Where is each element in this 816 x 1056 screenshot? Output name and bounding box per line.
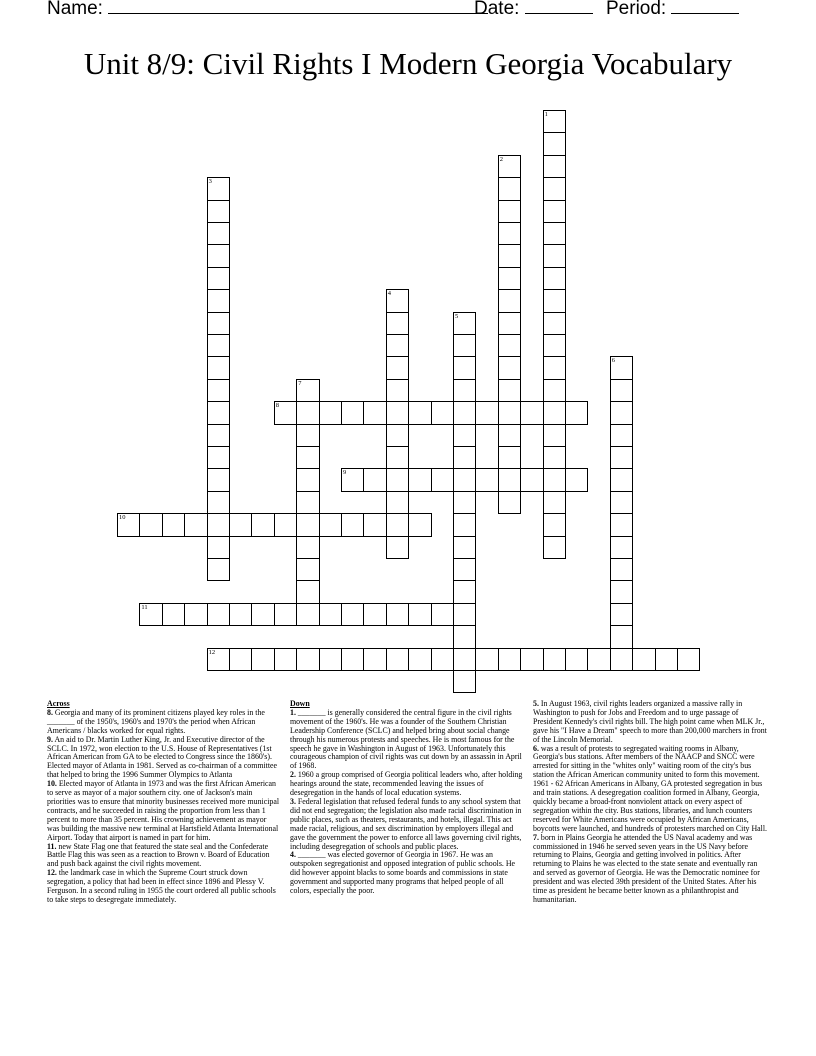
grid-cell[interactable] xyxy=(543,132,566,155)
grid-cell[interactable] xyxy=(610,401,633,424)
grid-cell[interactable] xyxy=(498,200,521,223)
grid-cell[interactable] xyxy=(453,424,476,447)
grid-cell[interactable] xyxy=(117,513,140,536)
grid-cell[interactable] xyxy=(543,110,566,133)
grid-cell[interactable] xyxy=(296,648,319,671)
clue-number-label: 1. xyxy=(290,707,296,717)
grid-cell[interactable] xyxy=(207,648,230,671)
grid-cell[interactable] xyxy=(386,424,409,447)
clue-item xyxy=(47,843,280,870)
clue-text: was a result of protests to segregated waiting rooms in Albany, Georgia's bus stations. After members of the NAACP and SNCC were arrested for sitting in the "whites only" waiting room of the city's bus station the African American community united to form this movement. 1961 - 62 African Americans in Albany, GA protested segregation in bus and train stations. A desegregation coalition formed in Albany, Georgia, quickly became a broad-front nonviolent attack on every aspect of segregation within the city. Bus stations, libraries, and lunch counters reserved for White Americans were occupied by African Americans, boycotts were launched, and hundreds of protesters marched on City Hall. xyxy=(533,743,768,833)
grid-cell[interactable] xyxy=(610,513,633,536)
grid-cell[interactable] xyxy=(319,648,342,671)
clue-number-label: 3. xyxy=(290,796,296,806)
grid-cell[interactable] xyxy=(207,177,230,200)
grid-cell[interactable] xyxy=(296,513,319,536)
grid-cell[interactable] xyxy=(229,513,252,536)
grid-cell[interactable] xyxy=(319,603,342,626)
grid-cell[interactable] xyxy=(543,424,566,447)
grid-cell[interactable] xyxy=(610,558,633,581)
grid-cell[interactable] xyxy=(520,468,543,491)
grid-cell[interactable] xyxy=(386,289,409,312)
grid-cell[interactable] xyxy=(207,558,230,581)
grid-cell[interactable] xyxy=(386,401,409,424)
grid-cell[interactable] xyxy=(453,312,476,335)
grid-cell[interactable] xyxy=(498,491,521,514)
grid-cell[interactable] xyxy=(207,446,230,469)
grid-cell[interactable] xyxy=(475,401,498,424)
clue-text: Georgia and many of its prominent citizens played key roles in the _______ of the 1950's, 1960's and 1970's the period when African Americans / blacks worked for equal rights. xyxy=(47,707,265,735)
grid-cell[interactable] xyxy=(543,401,566,424)
grid-cell[interactable] xyxy=(498,648,521,671)
clue-number: 11 xyxy=(141,603,148,611)
grid-cell[interactable] xyxy=(498,177,521,200)
grid-cell[interactable] xyxy=(431,468,454,491)
grid-cell[interactable] xyxy=(453,513,476,536)
clue-item xyxy=(533,834,769,905)
clue-item xyxy=(533,700,769,745)
grid-cell[interactable] xyxy=(610,424,633,447)
grid-cell[interactable] xyxy=(408,401,431,424)
grid-cell[interactable] xyxy=(543,648,566,671)
grid-cell[interactable] xyxy=(543,446,566,469)
grid-cell[interactable] xyxy=(386,468,409,491)
grid-cell[interactable] xyxy=(207,312,230,335)
down-clues-col1 xyxy=(290,700,524,896)
grid-cell[interactable] xyxy=(296,558,319,581)
grid-cell[interactable] xyxy=(296,401,319,424)
clue-text: Elected mayor of Atlanta in 1973 and was the first African American to serve as mayor of a major southern city. one of Jackson's main priorities was to ensure that minority businesses received more municipal contracts, and he succeeded in raising the proportion from less than 1 percent to more than 35 percent. His crowning achievement as mayor was building the massive new terminal at Hartsfield Atlanta International Airport. Today that airport is named in part for him. xyxy=(47,779,280,842)
grid-cell[interactable] xyxy=(565,468,588,491)
grid-cell[interactable] xyxy=(341,401,364,424)
grid-cell[interactable] xyxy=(408,513,431,536)
grid-cell[interactable] xyxy=(386,446,409,469)
grid-cell[interactable] xyxy=(543,267,566,290)
grid-cell[interactable] xyxy=(453,670,476,693)
grid-cell[interactable] xyxy=(408,603,431,626)
across-heading: Across xyxy=(47,699,70,708)
grid-cell[interactable] xyxy=(296,536,319,559)
grid-cell[interactable] xyxy=(296,379,319,402)
grid-cell[interactable] xyxy=(251,603,274,626)
grid-cell[interactable] xyxy=(453,536,476,559)
grid-cell[interactable] xyxy=(386,648,409,671)
grid-cell[interactable] xyxy=(207,513,230,536)
grid-cell[interactable] xyxy=(341,648,364,671)
grid-cell[interactable] xyxy=(543,491,566,514)
down-clues-col2 xyxy=(533,700,769,905)
clue-text: new State Flag one that featured the state seal and the Confederate Battle Flag this was seen as a reaction to Brown v. Board of Education and push back against the civil rights movement. xyxy=(47,841,270,869)
clue-number: 10 xyxy=(119,514,126,522)
grid-cell[interactable] xyxy=(543,200,566,223)
grid-cell[interactable] xyxy=(453,603,476,626)
clue-number-label: 4. xyxy=(290,850,296,860)
grid-cell[interactable] xyxy=(207,289,230,312)
clue-number-label: 9. xyxy=(47,734,53,744)
grid-cell[interactable] xyxy=(274,648,297,671)
grid-cell[interactable] xyxy=(543,177,566,200)
grid-cell[interactable] xyxy=(520,401,543,424)
clue-text: An aid to Dr. Martin Luther King, Jr. and Executive director of the SCLC. In 1972, won election to the U.S. House of Representatives (1st African American from GA to be elected to Congress since the 1860's). Elected mayor of Atlanta in 1981. Served as co-chairman of a committee that helped to bring the 1996 Summer Olympics to Atlanta xyxy=(47,734,278,780)
grid-cell[interactable] xyxy=(319,513,342,536)
grid-cell[interactable] xyxy=(543,222,566,245)
grid-cell[interactable] xyxy=(610,625,633,648)
grid-cell[interactable] xyxy=(498,379,521,402)
grid-cell[interactable] xyxy=(251,513,274,536)
grid-cell[interactable] xyxy=(587,648,610,671)
grid-cell[interactable] xyxy=(543,536,566,559)
grid-cell[interactable] xyxy=(296,603,319,626)
grid-cell[interactable] xyxy=(543,513,566,536)
grid-cell[interactable] xyxy=(543,379,566,402)
clue-item xyxy=(47,780,280,842)
grid-cell[interactable] xyxy=(453,558,476,581)
grid-cell[interactable] xyxy=(274,401,297,424)
grid-cell[interactable] xyxy=(431,401,454,424)
grid-cell[interactable] xyxy=(162,513,185,536)
grid-cell[interactable] xyxy=(386,513,409,536)
grid-cell[interactable] xyxy=(453,491,476,514)
grid-cell[interactable] xyxy=(610,379,633,402)
clue-number-label: 12. xyxy=(47,868,57,878)
clue-number: 8 xyxy=(275,402,280,410)
grid-cell[interactable] xyxy=(498,244,521,267)
grid-cell[interactable] xyxy=(363,648,386,671)
grid-cell[interactable] xyxy=(139,603,162,626)
grid-cell[interactable] xyxy=(207,200,230,223)
period-label: Period: xyxy=(606,0,667,19)
grid-cell[interactable] xyxy=(386,356,409,379)
clue-number-label: 7. xyxy=(533,832,539,842)
clue-number: 7 xyxy=(298,379,302,387)
clue-item xyxy=(47,869,280,905)
clue-text: 1960 a group comprised of Georgia political leaders who, after holding hearings around the state, recommended leaving the issues of desegregation in the hands of local education systems. xyxy=(290,770,523,798)
grid-cell[interactable] xyxy=(207,401,230,424)
grid-cell[interactable] xyxy=(498,222,521,245)
clue-number: 1 xyxy=(544,111,548,118)
clue-item xyxy=(533,745,769,834)
grid-cell[interactable] xyxy=(408,468,431,491)
clue-item xyxy=(290,851,524,896)
clue-number: 5 xyxy=(455,312,459,320)
grid-cell[interactable] xyxy=(184,603,207,626)
grid-cell[interactable] xyxy=(543,334,566,357)
grid-cell[interactable] xyxy=(610,580,633,603)
grid-cell[interactable] xyxy=(543,312,566,335)
grid-cell[interactable] xyxy=(498,334,521,357)
grid-cell[interactable] xyxy=(475,468,498,491)
grid-cell[interactable] xyxy=(207,267,230,290)
clue-text: _______ was elected governor of Georgia in 1967. He was an outspoken segregationist and opposed integration of public schools. He did however appoint blacks to some boards and commissions in state government and supported many programs that helped people of all colors, especially the poor. xyxy=(290,850,516,896)
grid-cell[interactable] xyxy=(453,334,476,357)
grid-cell[interactable] xyxy=(498,356,521,379)
grid-cell[interactable] xyxy=(632,648,655,671)
grid-cell[interactable] xyxy=(543,356,566,379)
grid-cell[interactable] xyxy=(565,648,588,671)
grid-cell[interactable] xyxy=(386,603,409,626)
grid-cell[interactable] xyxy=(498,155,521,178)
grid-cell[interactable] xyxy=(565,401,588,424)
grid-cell[interactable] xyxy=(207,244,230,267)
grid-cell[interactable] xyxy=(453,468,476,491)
grid-cell[interactable] xyxy=(207,356,230,379)
grid-cell[interactable] xyxy=(296,491,319,514)
grid-cell[interactable] xyxy=(341,513,364,536)
clue-number: 4 xyxy=(387,290,392,298)
grid-cell[interactable] xyxy=(139,513,162,536)
grid-cell[interactable] xyxy=(229,603,252,626)
clue-number-label: 5. xyxy=(533,699,539,708)
grid-cell[interactable] xyxy=(543,468,566,491)
grid-cell[interactable] xyxy=(386,536,409,559)
clue-text: born in Plains Georgia he attended the US Naval academy and was commissioned in 1946 he served seven years in the US Navy before returning to Plains, Georgia and getting involved in politics. After returning to Plains he was elected to the state senate and eventually ran and served as governor of Georgia. He was the Democratic nominee for president and was elected 39th president of the United States. After his time as president he became better known as a philanthropist and humanitarian. xyxy=(533,832,760,904)
clue-text: In August 1963, civil rights leaders organized a massive rally in Washington to push for Jobs and Freedom and to urge passage of President Kennedy's civil rights bill. The high point came when MLK Jr., gave his "I Have a Dream" speech to more than 200,000 marchers in front of the Lincoln Memorial. xyxy=(533,699,767,744)
grid-cell[interactable] xyxy=(207,379,230,402)
grid-cell[interactable] xyxy=(207,222,230,245)
grid-cell[interactable] xyxy=(453,401,476,424)
clue-item xyxy=(47,736,280,781)
grid-cell[interactable] xyxy=(363,513,386,536)
grid-cell[interactable] xyxy=(207,536,230,559)
clue-number: 2 xyxy=(499,155,504,163)
grid-cell[interactable] xyxy=(431,648,454,671)
grid-cell[interactable] xyxy=(296,468,319,491)
grid-cell[interactable] xyxy=(296,446,319,469)
grid-cell[interactable] xyxy=(610,491,633,514)
clue-item xyxy=(290,798,524,851)
grid-cell[interactable] xyxy=(274,513,297,536)
grid-cell[interactable] xyxy=(498,267,521,290)
clue-text: _______ is generally considered the central figure in the civil rights movement of the 1960's. He was a founder of the Southern Christian Leadership Conference (SCLC) and helped bring about social change through his numerous protests and speeches. He is most famous for the speech he gave in Washington in August of 1963. Unfortunately this courageous champion of civil rights was cut down by an assassin in April of 1968. xyxy=(290,707,522,771)
grid-cell[interactable] xyxy=(453,648,476,671)
clue-number-label: 10. xyxy=(47,779,57,789)
grid-cell[interactable] xyxy=(498,446,521,469)
grid-cell[interactable] xyxy=(453,580,476,603)
grid-cell[interactable] xyxy=(520,648,543,671)
name-label: Name: xyxy=(47,0,103,19)
grid-cell[interactable] xyxy=(363,603,386,626)
grid-cell[interactable] xyxy=(386,379,409,402)
grid-cell[interactable] xyxy=(498,424,521,447)
grid-cell[interactable] xyxy=(453,379,476,402)
grid-cell[interactable] xyxy=(363,401,386,424)
grid-cell[interactable] xyxy=(207,468,230,491)
grid-cell[interactable] xyxy=(162,603,185,626)
page-title: Unit 8/9: Civil Rights I Modern Georgia Vocabulary xyxy=(83,46,733,81)
clue-number-label: 11. xyxy=(47,841,57,851)
date-label: Date: xyxy=(474,0,520,19)
grid-cell[interactable] xyxy=(341,603,364,626)
grid-cell[interactable] xyxy=(207,424,230,447)
grid-cell[interactable] xyxy=(207,334,230,357)
grid-cell[interactable] xyxy=(498,468,521,491)
clue-item xyxy=(290,709,524,771)
grid-cell[interactable] xyxy=(543,244,566,267)
grid-cell[interactable] xyxy=(207,491,230,514)
grid-cell[interactable] xyxy=(610,648,633,671)
clue-text: the landmark case in which the Supreme Court struck down segregation, a policy that had been in effect since 1896 and Plessy V. Ferguson. In a second ruling in 1955 the court ordered all public schools to take steps to desegregate immediately. xyxy=(47,868,276,904)
grid-cell[interactable] xyxy=(363,468,386,491)
clue-text: Federal legislation that refused federal funds to any school system that did not end segregation; the legislation also made racial discrimination in public places, such as theaters, restaurants, and hotels, illegal. This act made racial, religious, and sex discrimination by employers illegal and gave the government the power to enforce all laws governing civil rights, including desegregation of schools and public places. xyxy=(290,796,522,851)
down-heading: Down xyxy=(290,699,310,708)
clue-number: 3 xyxy=(208,178,212,186)
clue-item xyxy=(47,709,280,736)
clue-number: 12 xyxy=(208,648,216,656)
clue-item xyxy=(290,771,524,798)
grid-cell[interactable] xyxy=(475,648,498,671)
grid-cell[interactable] xyxy=(498,401,521,424)
clue-number-label: 8. xyxy=(47,707,53,717)
grid-cell[interactable] xyxy=(319,401,342,424)
grid-cell[interactable] xyxy=(677,648,700,671)
grid-cell[interactable] xyxy=(610,356,633,379)
grid-cell[interactable] xyxy=(296,580,319,603)
grid-cell[interactable] xyxy=(229,648,252,671)
grid-cell[interactable] xyxy=(498,289,521,312)
across-clues xyxy=(47,700,280,905)
grid-cell[interactable] xyxy=(498,312,521,335)
grid-cell[interactable] xyxy=(610,468,633,491)
grid-cell[interactable] xyxy=(431,603,454,626)
grid-cell[interactable] xyxy=(453,625,476,648)
clue-number: 6 xyxy=(611,357,616,365)
grid-cell[interactable] xyxy=(251,648,274,671)
grid-cell[interactable] xyxy=(386,491,409,514)
grid-cell[interactable] xyxy=(341,468,364,491)
grid-cell[interactable] xyxy=(453,356,476,379)
clue-number: 9 xyxy=(343,469,347,477)
grid-cell[interactable] xyxy=(408,648,431,671)
grid-cell[interactable] xyxy=(296,424,319,447)
grid-cell[interactable] xyxy=(610,536,633,559)
grid-cell[interactable] xyxy=(655,648,678,671)
grid-cell[interactable] xyxy=(386,334,409,357)
clue-number-label: 6. xyxy=(533,743,539,753)
grid-cell[interactable] xyxy=(274,603,297,626)
grid-cell[interactable] xyxy=(386,312,409,335)
clue-number-label: 2. xyxy=(290,770,296,780)
grid-cell[interactable] xyxy=(543,289,566,312)
grid-cell[interactable] xyxy=(207,603,230,626)
grid-cell[interactable] xyxy=(610,603,633,626)
grid-cell[interactable] xyxy=(543,155,566,178)
grid-cell[interactable] xyxy=(610,446,633,469)
grid-cell[interactable] xyxy=(184,513,207,536)
grid-cell[interactable] xyxy=(453,446,476,469)
